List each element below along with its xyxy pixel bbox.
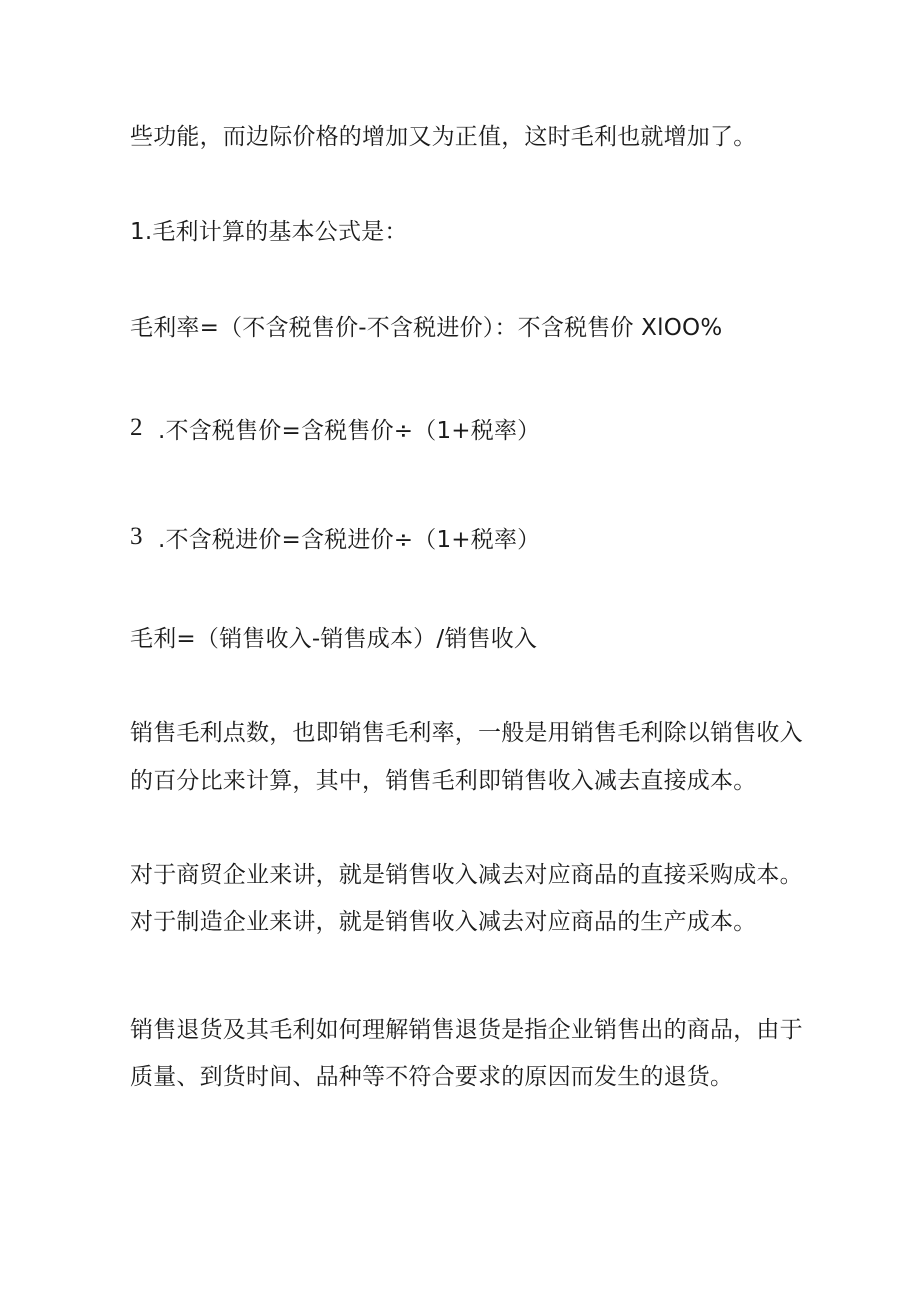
formula-tax-exclusive-cost: .不含税进价=含税进价÷（1+税率）: [158, 527, 541, 553]
paragraph-line: 对于制造企业来讲，就是销售收入减去对应商品的生产成本。: [130, 909, 757, 935]
paragraph-line: 销售毛利点数，也即销售毛利率，一般是用销售毛利除以销售收入: [130, 720, 803, 746]
paragraph-line: 对于商贸企业来讲，就是销售收入减去对应商品的直接采购成本。: [130, 862, 803, 888]
formula-tax-exclusive-price: .不含税售价=含税售价÷（1+税率）: [158, 418, 541, 444]
formula-gross-margin-rate: 毛利率=（不含税售价-不含税进价）：不含税售价 XlOO%: [130, 315, 723, 341]
list-number: 2: [130, 414, 143, 441]
paragraph-line: 质量、到货时间、品种等不符合要求的原因而发生的退货。: [130, 1064, 734, 1090]
paragraph-line: 些功能，而边际价格的增加又为正值，这时毛利也就增加了。: [130, 124, 757, 150]
formula-gross-profit: 毛利=（销售收入-销售成本）/销售收入: [130, 626, 538, 652]
paragraph-line: 的百分比来计算，其中，销售毛利即销售收入减去直接成本。: [130, 768, 757, 794]
list-number: 3: [130, 523, 143, 550]
paragraph-line: 销售退货及其毛利如何理解销售退货是指企业销售出的商品，由于: [130, 1017, 803, 1043]
formula-heading: 1.毛利计算的基本公式是：: [130, 219, 408, 245]
